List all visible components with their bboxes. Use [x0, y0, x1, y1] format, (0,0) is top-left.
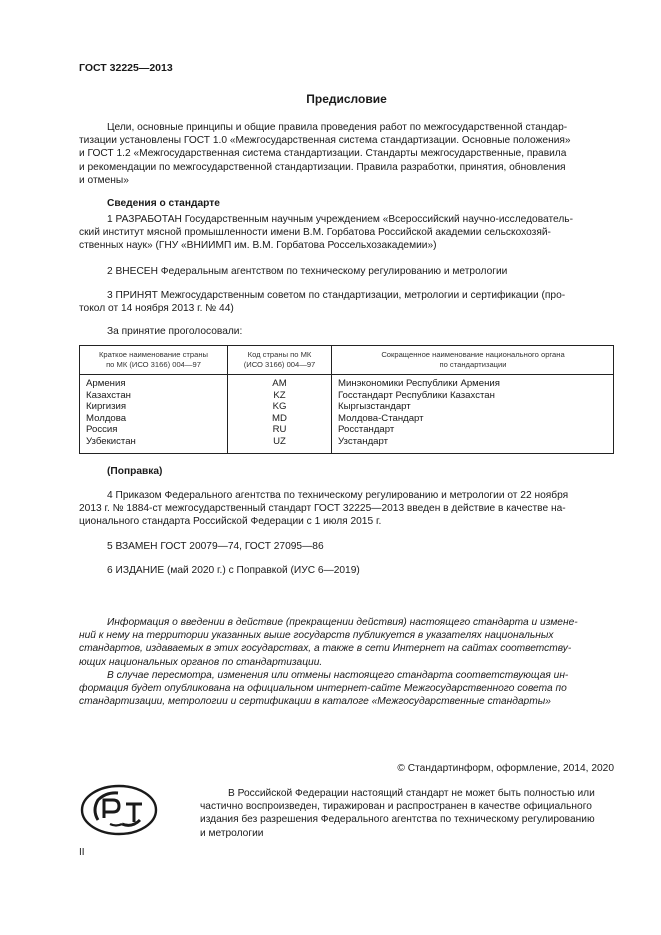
table-cell: MD [272, 412, 287, 424]
text-line: В Российской Федерации настоящий стандарт не может быть полностью или [228, 788, 595, 799]
text-line: Цели, основные принципы и общие правила проведения работ по межгосударственной стандар- [107, 122, 568, 133]
text-line: и отмены» [79, 174, 129, 186]
item-1-paragraph [79, 213, 615, 253]
table-cell: UZ [273, 435, 286, 447]
text-line: токол от 14 ноября 2013 г. № 44) [79, 303, 234, 315]
table-header-body: Сокращенное наименование национального органа по стандартизации [381, 350, 565, 369]
table-cell: Армения [86, 378, 126, 389]
table-cell: Киргизия [86, 401, 127, 413]
table-cell: Кыргызстандарт [338, 401, 411, 413]
rst-logo-icon [80, 784, 158, 836]
item-2-paragraph: 2 ВНЕСЕН Федеральным агентством по техническому регулированию и метрологии [107, 266, 508, 277]
document-code-header: ГОСТ 32225—2013 [79, 62, 173, 74]
text-line: издания без разрешения Федерального агентства по техническому регулированию [200, 814, 595, 826]
table-cell: Узбекистан [86, 435, 136, 447]
vote-label: За принятие проголосовали: [107, 326, 243, 337]
info-paragraph-1 [79, 616, 615, 669]
item-6-paragraph: 6 ИЗДАНИЕ (май 2020 г.) с Поправкой (ИУС 6—2019) [107, 565, 360, 576]
text-line: В случае пересмотра, изменения или отмены настоящего стандарта соответствующая ин- [107, 670, 569, 681]
amendment-label: (Поправка) [107, 466, 163, 477]
text-line: частично воспроизведен, тиражирован и распространен в качестве официального [200, 801, 592, 813]
table-header-country: Краткое наименование страны по МК (ИСО 3166) 004—97 [99, 350, 208, 369]
voting-table [79, 345, 614, 454]
copyright-line: © Стандартинформ, оформление, 2014, 2020 [397, 763, 614, 774]
page-number: II [79, 847, 85, 858]
item-4-paragraph [79, 489, 615, 529]
table-cell: Россия [86, 424, 118, 436]
text-line: тизации установлены ГОСТ 1.0 «Межгосударственная система стандартизации. Основные положения» [79, 135, 571, 147]
info-paragraph-2 [79, 669, 615, 709]
text-line: 2013 г. № 1884-ст межгосударственный стандарт ГОСТ 32225—2013 введен в действие в качестве на- [79, 503, 566, 515]
table-cell: Молдова [86, 412, 127, 424]
table-cell: Росстандарт [338, 424, 395, 436]
text-line: ний к нему на территории указанных выше государств публикуется в указателях национальных [79, 630, 554, 642]
about-heading: Сведения о стандарте [107, 198, 220, 209]
copyright-notice [200, 787, 615, 840]
table-cell: Госстандарт Республики Казахстан [338, 389, 495, 401]
table-cell: KG [272, 401, 287, 413]
table-cell: Минэкономики Республики Армения [338, 378, 500, 389]
text-line: 1 РАЗРАБОТАН Государственным научным учреждением «Всероссийский научно-исследователь- [107, 214, 573, 225]
table-cell: AM [272, 378, 287, 389]
text-line: и метрологии [200, 827, 264, 839]
text-line: стандартизации, метрологии и сертификации в каталоге «Межгосударственные стандарты» [79, 696, 551, 708]
text-line: ющих национальных органов по стандартизации. [79, 656, 323, 668]
table-cell: Узстандарт [338, 435, 389, 447]
table-cell: Молдова-Стандарт [338, 412, 424, 424]
text-line: 4 Приказом Федерального агентства по техническому регулированию и метрологии от 22 ноября [107, 490, 569, 501]
text-line: 3 ПРИНЯТ Межгосударственным советом по стандартизации, метрологии и сертификации (про- [107, 290, 566, 301]
text-line: и рекомендации по межгосударственной стандартизации. Правила разработки, принятия, обновления [79, 161, 566, 173]
table-column-bodies [338, 378, 500, 448]
table-column-countries [86, 378, 136, 448]
table-cell: KZ [273, 389, 286, 401]
intro-paragraph [79, 121, 615, 187]
text-line: формация будет опубликована на официальном интернет-сайте Межгосударственного совета по [79, 683, 567, 695]
table-column-codes [228, 378, 331, 448]
text-line: ский институт мясной промышленности имени В.М. Горбатова Российской академии сельскохозяй- [79, 227, 551, 239]
text-line: Информация о введении в действие (прекращении действия) настоящего стандарта и измене- [107, 617, 578, 628]
table-header-code: Код страны по МК (ИСО 3166) 004—97 [243, 350, 316, 369]
text-line: ственных наук» (ГНУ «ВНИИМП им. В.М. Горбатова Россельхозакадемии») [79, 240, 437, 252]
table-cell: Казахстан [86, 389, 131, 401]
text-line: ционального стандарта Российской Федерации с 1 июля 2015 г. [79, 516, 382, 528]
rst-logo-graphic [80, 784, 158, 836]
text-line: и ГОСТ 1.2 «Межгосударственная система стандартизации. Стандарты межгосударственные, правила [79, 148, 567, 160]
text-line: стандартов, издаваемых в этих государствах, а также в сети Интернет на сайтах соответству- [79, 643, 572, 655]
page-title: Предисловие [306, 92, 387, 106]
item-5-paragraph: 5 ВЗАМЕН ГОСТ 20079—74, ГОСТ 27095—86 [107, 541, 324, 552]
item-3-paragraph [79, 289, 615, 315]
table-cell: RU [272, 424, 287, 436]
